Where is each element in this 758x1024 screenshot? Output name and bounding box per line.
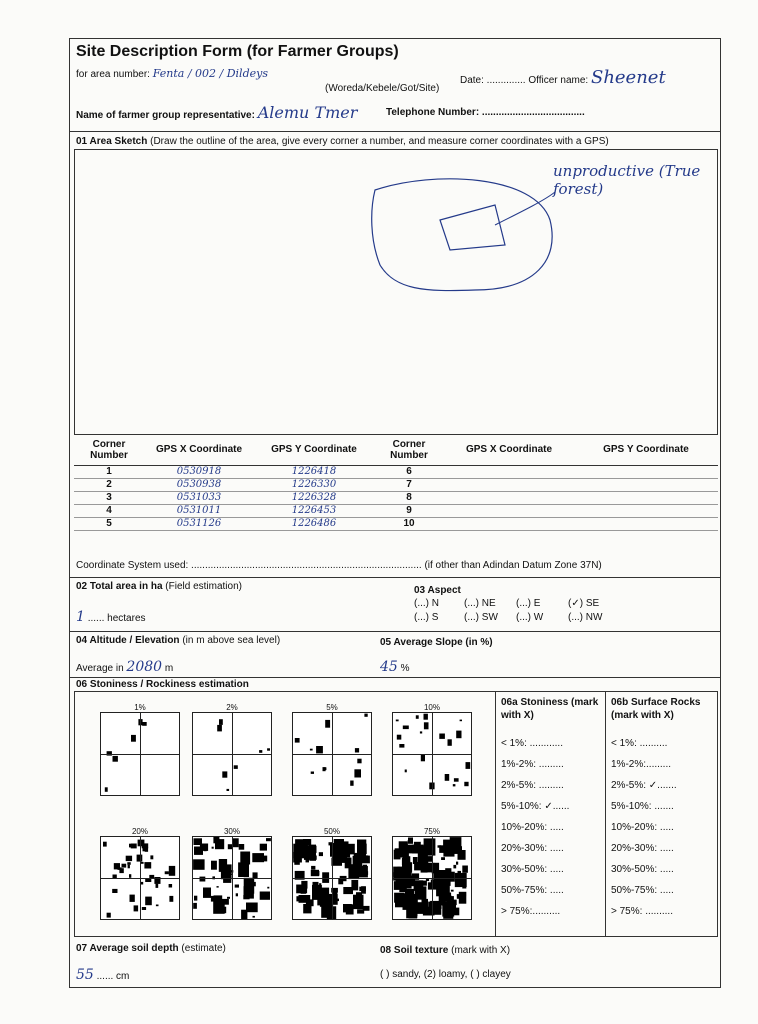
stone-mark (357, 909, 364, 913)
stone-mark (350, 781, 353, 786)
soil-texture-sublabel: (mark with X) (451, 945, 511, 956)
stone-mark (142, 722, 147, 726)
stone-mark (194, 847, 203, 855)
stone-mark (363, 871, 368, 875)
stone-mark (156, 905, 159, 907)
stone-mark (451, 890, 454, 892)
officer-name-label: Officer name: (528, 75, 589, 86)
altitude-sublabel: (in m above sea level) (182, 635, 281, 646)
stone-mark (337, 899, 339, 902)
stone-mark (334, 847, 345, 862)
stone-mark (447, 901, 456, 909)
stone-mark (266, 838, 271, 841)
stone-mark (348, 864, 359, 879)
divider (70, 131, 720, 132)
area-number-label: for area number: (76, 69, 150, 80)
stone-mark (215, 839, 224, 849)
altitude-value: 2080 (126, 659, 163, 675)
aspect-options (414, 598, 624, 623)
gps-table-header (74, 435, 718, 465)
stone-mark (448, 739, 452, 746)
surface-rocks-col-title: 06b Surface Rocks (mark with X) (611, 697, 701, 721)
stoniness-grid (192, 712, 272, 796)
stone-mark (399, 744, 404, 748)
stone-mark (295, 839, 306, 855)
pct-label: 1% (134, 703, 146, 712)
aspect-sw: (...) SW (464, 612, 498, 623)
stone-mark (224, 866, 231, 871)
stone-mark (414, 880, 424, 891)
coordinate-system-line: Coordinate System used: ................................................................................... (if other than Adindan Datum Zone 37N) (76, 560, 602, 571)
pct-label: 5% (326, 703, 338, 712)
stone-mark (458, 850, 466, 860)
stone-mark (194, 896, 197, 901)
table-row: 3 0531033 1226328 8 (74, 491, 718, 504)
table-row: 2 0530938 1226330 7 (74, 478, 718, 491)
stone-mark (355, 748, 359, 752)
stone-mark (421, 755, 425, 761)
table-row: 4 0531011 1226453 9 (74, 504, 718, 517)
aspect-label: 03 Aspect (414, 585, 461, 596)
stoniness-label: 06 Stoniness / Rockiness estimation (76, 679, 249, 690)
stone-mark (425, 866, 431, 870)
stone-mark (134, 905, 139, 911)
pct-label: 2% (226, 703, 238, 712)
col-gps-y-2: GPS Y Coordinate (574, 435, 718, 465)
stoniness-grid (192, 836, 272, 920)
stone-mark (129, 844, 134, 848)
surface-rocks-options: < 1%: .......... 1%-2%:......... 2%-5%: ✓....... 5%-10%: ....... 10%-20%: ..... 20%-30%: ..... 30%-50%: ..... 50%-75%: ..... > 75%: .......... (611, 738, 677, 917)
stone-mark (169, 866, 175, 876)
total-area-value: 1 (76, 609, 85, 625)
stone-mark (462, 866, 468, 873)
stone-mark (169, 884, 173, 888)
stone-mark (311, 772, 314, 774)
aspect-nw: (...) NW (568, 612, 603, 623)
stone-mark (107, 913, 111, 918)
stone-mark (408, 840, 410, 841)
stone-mark (127, 862, 130, 865)
stone-mark (404, 863, 408, 866)
gps-coordinate-table (74, 435, 718, 531)
stone-mark (439, 845, 447, 853)
stone-mark (357, 759, 361, 764)
stone-mark (144, 862, 151, 868)
stone-mark (238, 862, 249, 877)
total-area-unit: ...... hectares (87, 613, 146, 624)
soil-texture-options: ( ) sandy, (2) loamy, ( ) clayey (380, 969, 511, 980)
stone-mark (246, 903, 258, 913)
area-sketch-label: 01 Area Sketch (76, 136, 148, 147)
stone-mark (232, 838, 238, 847)
stone-mark (150, 855, 153, 859)
stone-mark (203, 888, 211, 898)
stone-mark (296, 896, 301, 901)
soil-depth-value: 55 (76, 967, 94, 983)
representative-value: Alemu Tmer (257, 103, 358, 122)
stone-mark (240, 852, 250, 865)
stone-mark (319, 852, 323, 856)
stone-mark (454, 778, 459, 782)
stone-mark (410, 910, 412, 911)
pct-label: 10% (423, 703, 440, 712)
stone-mark (439, 734, 445, 739)
stone-mark (445, 774, 450, 781)
table-row: 5 0531126 1226486 10 (74, 517, 718, 530)
stone-mark (235, 885, 239, 888)
stone-mark (353, 895, 364, 909)
stone-mark (343, 904, 352, 912)
stone-mark (359, 887, 366, 891)
stone-mark (333, 890, 337, 895)
telephone-label: Telephone Number: ..................................... (386, 107, 585, 118)
stone-mark (416, 715, 419, 719)
soil-texture-label: 08 Soil texture (380, 945, 449, 956)
stoniness-options: < 1%: ............ 1%-2%: ......... 2%-5%: ......... 5%-10%: ✓...... 10%-20%: ..... 20%-30%: ..... 30%-50%: ..... 50%-75%: ..... > 75%:.......... (501, 738, 570, 917)
stone-mark (440, 893, 451, 902)
stone-mark (253, 916, 255, 918)
stone-mark (214, 897, 222, 907)
col-gps-x: GPS X Coordinate (144, 435, 254, 465)
stoniness-grid (292, 836, 372, 920)
stone-mark (118, 867, 122, 870)
stone-mark (193, 903, 197, 909)
stone-mark (193, 859, 205, 870)
col-corner-number-2: Corner Number (374, 435, 444, 465)
stone-mark (397, 867, 400, 870)
stone-mark (464, 782, 468, 786)
stone-mark (456, 731, 461, 739)
stone-mark (420, 731, 422, 733)
stoniness-grid (100, 836, 180, 920)
stone-mark (364, 714, 367, 717)
stone-mark (460, 720, 462, 722)
stone-mark (310, 849, 313, 852)
stoniness-col-title: 06a Stoniness (mark with X) (501, 697, 599, 721)
stone-mark (462, 893, 465, 898)
aspect-e: (...) E (516, 598, 541, 609)
total-area-sublabel: (Field estimation) (165, 581, 242, 592)
stone-mark (194, 838, 203, 845)
aspect-n: (...) N (414, 598, 439, 609)
pct-label: 20% (131, 827, 148, 836)
stone-mark (424, 714, 428, 720)
stone-mark (364, 855, 368, 861)
table-row: 1 0530918 1226418 6 (74, 465, 718, 478)
site-description-form (69, 38, 721, 988)
stoniness-grid (392, 712, 472, 796)
stone-mark (401, 847, 409, 858)
stone-mark (296, 885, 307, 894)
stone-mark (325, 720, 330, 728)
area-number-sublabel: (Woreda/Kebele/Got/Site) (325, 83, 440, 94)
stone-mark (453, 784, 456, 786)
stone-mark (126, 856, 132, 861)
stone-mark (358, 844, 366, 854)
stone-mark (128, 865, 130, 869)
stone-mark (396, 720, 399, 722)
soil-depth-sublabel: (estimate) (181, 943, 226, 954)
soil-depth-unit: ...... cm (96, 971, 130, 982)
stone-mark (397, 735, 402, 740)
stone-mark (363, 865, 367, 869)
stone-mark (459, 846, 463, 850)
stone-mark (165, 871, 169, 874)
form-title: Site Description Form (for Farmer Groups) (76, 43, 399, 60)
stone-mark (353, 856, 360, 865)
stone-mark (306, 899, 314, 906)
stone-mark (143, 847, 148, 852)
stone-mark (294, 857, 300, 865)
stone-mark (413, 857, 418, 864)
aspect-w: (...) W (516, 612, 544, 623)
sketch-note: unproductive (True forest) (553, 162, 701, 198)
area-number-value: Fenta / 002 / Dildeys (152, 67, 268, 80)
aspect-s: (...) S (414, 612, 439, 623)
stone-mark (419, 849, 422, 853)
stone-mark (310, 749, 313, 751)
area-sketch-box (74, 149, 718, 435)
col-corner-number: Corner Number (74, 435, 144, 465)
stone-mark (217, 725, 222, 732)
stone-mark (395, 894, 407, 908)
altitude-unit: m (164, 663, 174, 674)
slope-unit: % (400, 663, 410, 674)
aspect-se: (✓) SE (568, 598, 600, 609)
stone-mark (141, 862, 144, 864)
col-gps-y: GPS Y Coordinate (254, 435, 374, 465)
stone-mark (259, 750, 262, 753)
stone-mark (212, 847, 214, 849)
stone-mark (312, 891, 315, 893)
stone-mark (295, 738, 300, 743)
stone-mark (105, 787, 108, 792)
pct-label: 50% (323, 827, 340, 836)
stoniness-grid (292, 712, 372, 796)
altitude-prefix: Average in (76, 663, 124, 674)
stone-mark (103, 842, 107, 847)
stone-mark (311, 870, 319, 876)
stone-mark (260, 892, 270, 900)
stone-mark (319, 883, 321, 885)
stone-mark (405, 770, 407, 773)
stone-mark (267, 748, 270, 750)
stone-mark (466, 762, 471, 769)
pct-label: 30% (223, 827, 240, 836)
stoniness-grid (100, 712, 180, 796)
stoniness-panel (74, 691, 718, 937)
divider (70, 577, 720, 578)
stone-mark (323, 767, 326, 771)
stone-mark (316, 746, 323, 753)
stone-mark (142, 907, 146, 910)
stone-mark (227, 789, 230, 791)
date-label: Date: .............. (460, 75, 526, 86)
stone-mark (169, 896, 173, 902)
pct-label: 75% (423, 827, 440, 836)
aspect-ne: (...) NE (464, 598, 496, 609)
stone-mark (403, 726, 409, 730)
stone-mark (222, 771, 227, 777)
slope-label: 05 Average Slope (in %) (380, 637, 493, 648)
stone-mark (239, 844, 245, 850)
stone-mark (227, 897, 230, 899)
divider (70, 631, 720, 632)
stone-mark (433, 872, 443, 887)
stone-mark (260, 844, 267, 851)
stone-mark (311, 866, 315, 870)
stone-mark (317, 888, 329, 906)
stone-mark (122, 864, 127, 868)
stone-mark (130, 895, 135, 902)
stone-mark (448, 846, 451, 849)
stone-mark (441, 857, 445, 860)
stone-mark (424, 722, 429, 729)
slope-value: 45 (380, 659, 398, 675)
stone-mark (204, 849, 207, 852)
stone-mark (455, 873, 467, 887)
stone-mark (211, 861, 217, 870)
stone-mark (244, 886, 254, 898)
stone-mark (354, 769, 361, 777)
stone-mark (313, 882, 319, 886)
divider (70, 677, 720, 678)
altitude-label: 04 Altitude / Elevation (76, 635, 180, 646)
representative-label: Name of farmer group representative: (76, 110, 255, 121)
total-area-label: 02 Total area in ha (76, 581, 163, 592)
stone-mark (309, 854, 316, 861)
stone-mark (145, 897, 152, 906)
area-sketch-instructions: (Draw the outline of the area, give every corner a number, and measure corner coordinates with a GPS) (150, 136, 609, 147)
soil-depth-label: 07 Average soil depth (76, 943, 179, 954)
stone-mark (252, 853, 264, 862)
stone-mark (236, 893, 238, 896)
stone-mark (267, 887, 269, 889)
stoniness-grid (392, 836, 472, 920)
stone-mark (402, 865, 410, 872)
stone-mark (456, 862, 458, 865)
stone-mark (113, 756, 118, 762)
stone-mark (351, 880, 358, 890)
stone-mark (234, 765, 238, 769)
stone-mark (439, 906, 442, 909)
stone-mark (217, 886, 219, 888)
stone-mark (219, 719, 223, 725)
stone-mark (131, 735, 136, 742)
stone-mark (453, 865, 456, 869)
stone-mark (112, 889, 117, 893)
stone-mark (156, 884, 159, 888)
officer-name-value: Sheenet (590, 67, 666, 88)
col-gps-x-2: GPS X Coordinate (444, 435, 574, 465)
